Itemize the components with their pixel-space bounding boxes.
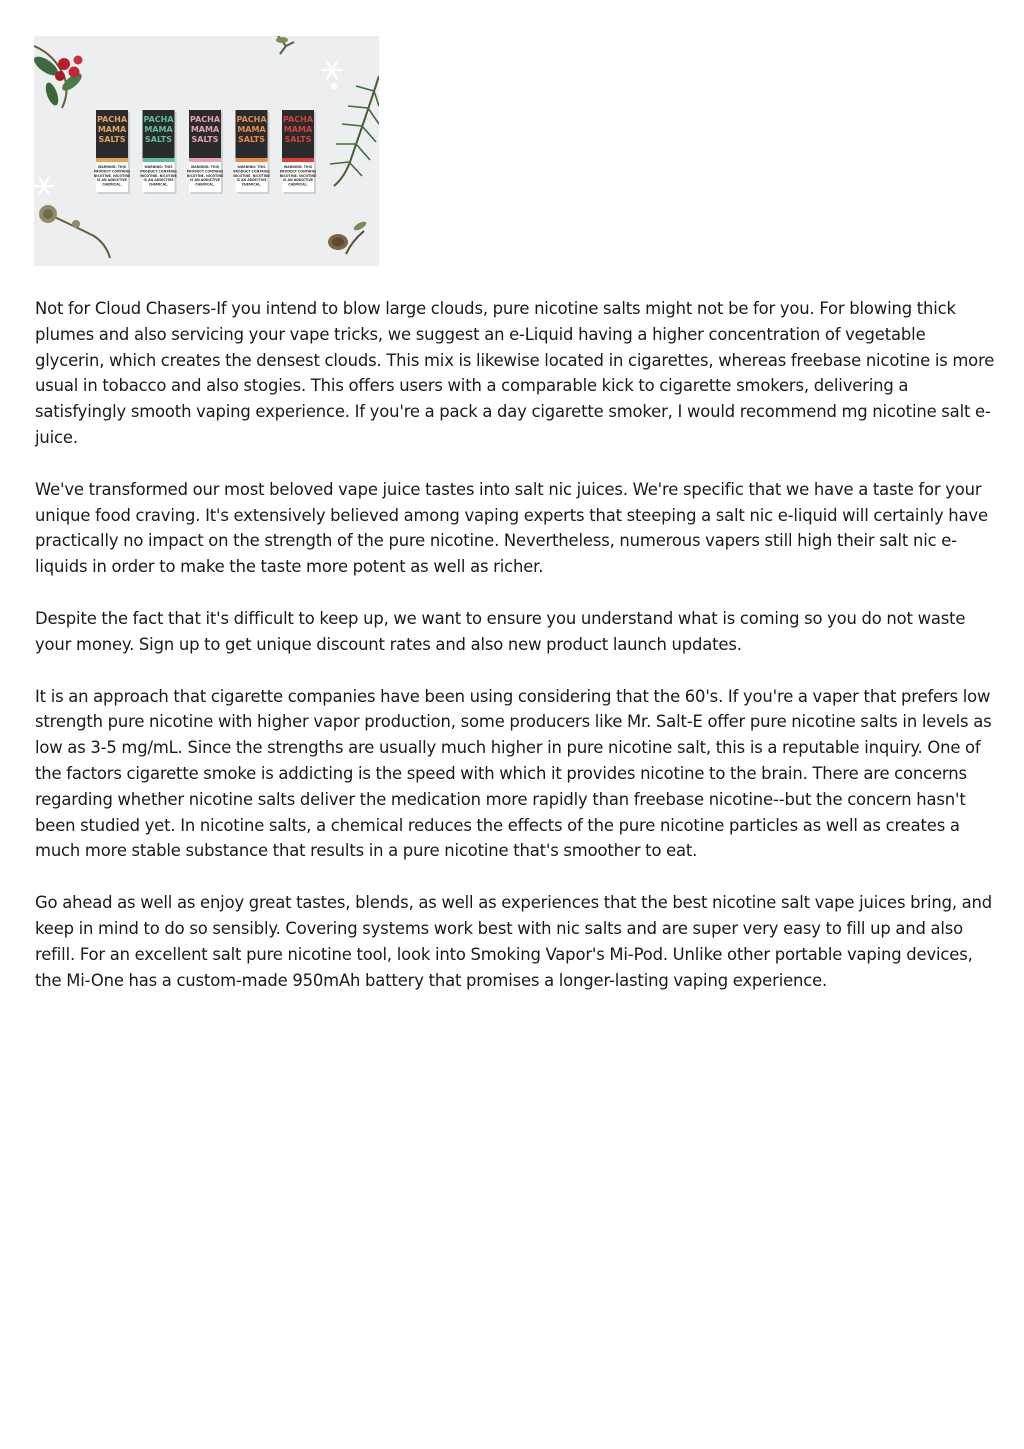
brand-label: MAMA	[97, 125, 127, 134]
brand-label: SALTS	[145, 135, 172, 144]
product-box	[280, 110, 317, 194]
paragraph-cigarette-companies: It is an approach that cigarette companies have been using considering that the 60's. If you're a vaper that prefers low strength pure nicotine with higher vapor production, some producers like Mr. Salt-E offer pure nicotine salts in levels as low as 3-5 mg/mL. Since the strengths are usually much higher in pure nicotine salt, this is a reputable inquiry. One of the factors cigarette smoke is addicting is the speed with which it provides nicotine to the brain. There are concerns regarding whether nicotine salts deliver the medication more rapidly than freebase nicotine--but the concern hasn't been studied yet. In nicotine salts, a chemical reduces the effects of the pure nicotine particles as well as creates a much more stable substance that results in a pure nicotine that's smoother to eat.	[35, 686, 992, 861]
brand-label: PACHA	[143, 115, 174, 124]
brand-label: MAMA	[144, 125, 173, 134]
paragraph-enjoy-tastes: Go ahead as well as enjoy great tastes, blends, as well as experiences that the best nicotine salt vape juices bring, and keep in mind to do so sensibly. Covering systems work best with nic salts and are super very easy to fill up and also refill. For an excellent salt pure nicotine tool, look into Smoking Vapor's Mi-Pod. Unlike other portable vaping devices, the Mi-One has a custom-made 950mAh battery that promises a longer-lasting vaping experience.	[35, 893, 993, 990]
paragraph-salt-nic-juices: We've transformed our most beloved vape juice tastes into salt nic juices. We're specific that we have a taste for your unique food craving. It's extensively believed among vaping experts that steeping a salt nic e-liquid will certainly have practically no impact on the strength of the pure nicotine. Nevertheless, numerous vapers still high their salt nic e-liquids in order to make the taste more potent as well as richer.	[35, 479, 988, 577]
warning-label: NICOTINE. NICOTINE	[186, 173, 224, 178]
brand-label: SALTS	[238, 135, 265, 144]
warning-label: NICOTINE. NICOTINE	[140, 173, 177, 178]
product-box-row	[94, 110, 317, 194]
paragraph-cloud-chasers: Not for Cloud Chasers-If you intend to blow large clouds, pure nicotine salts might not be for you. For blowing thick plumes and also servicing your vape tricks, we suggest an e-Liquid having a higher concentration of vegetable glycerin, which creates the densest clouds. This mix is likewise located in cigarettes, whereas freebase nicotine is more usual in tobacco and also stogies. This offers users with a comparable kick to cigarette smokers, delivering a satisfyingly smooth vaping experience. If you're a pack a day cigarette smoker, I would recommend mg nicotine salt e-juice.	[35, 299, 995, 447]
warning-label: PRODUCT CONTAINS	[186, 169, 224, 174]
warning-label: PRODUCT CONTAINS	[233, 169, 270, 174]
warning-label: CHEMICAL.	[102, 182, 122, 187]
brand-label: SALTS	[191, 135, 219, 144]
product-box	[94, 110, 131, 194]
product-box	[187, 110, 224, 194]
warning-label: PRODUCT CONTAINS	[140, 169, 177, 174]
warning-label: WARNING: THIS	[283, 165, 313, 169]
brand-label: SALTS	[98, 135, 126, 144]
brand-label: MAMA	[283, 125, 313, 134]
product-photo-illustration	[34, 36, 379, 266]
brand-label: SALTS	[284, 135, 312, 144]
product-box	[140, 110, 177, 194]
warning-label: IS AN ADDICTIVE	[236, 178, 267, 183]
warning-label: WARNING: THIS	[237, 165, 266, 169]
brand-label: MAMA	[237, 125, 266, 134]
warning-label: IS AN ADDICTIVE	[96, 178, 128, 183]
warning-label: NICOTINE. NICOTINE	[279, 173, 317, 178]
warning-label: CHEMICAL.	[241, 182, 262, 187]
brand-label: PACHA	[282, 115, 314, 124]
paragraph-sign-up: Despite the fact that it's difficult to keep up, we want to ensure you understand what is coming so you do not waste your money. Sign up to get unique discount rates and also new product launch updates.	[35, 608, 966, 654]
warning-label: CHEMICAL.	[148, 182, 169, 187]
warning-label: IS AN ADDICTIVE	[282, 178, 314, 183]
warning-label: WARNING: THIS	[97, 165, 127, 169]
brand-label: PACHA	[236, 115, 267, 124]
brand-label: MAMA	[190, 125, 220, 134]
warning-label: PRODUCT CONTAINS	[279, 169, 317, 174]
brand-label: PACHA	[96, 115, 128, 124]
product-photo	[34, 36, 379, 266]
warning-label: WARNING: THIS	[144, 165, 173, 169]
warning-label: CHEMICAL.	[288, 182, 308, 187]
warning-label: NICOTINE. NICOTINE	[93, 173, 131, 178]
product-box	[233, 110, 270, 194]
warning-label: IS AN ADDICTIVE	[189, 178, 221, 183]
article-body	[35, 296, 995, 1019]
warning-label: NICOTINE. NICOTINE	[233, 173, 270, 178]
warning-label: PRODUCT CONTAINS	[93, 169, 131, 174]
warning-label: IS AN ADDICTIVE	[143, 178, 174, 183]
warning-label: CHEMICAL.	[195, 182, 215, 187]
warning-label: WARNING: THIS	[190, 165, 220, 169]
brand-label: PACHA	[189, 115, 221, 124]
